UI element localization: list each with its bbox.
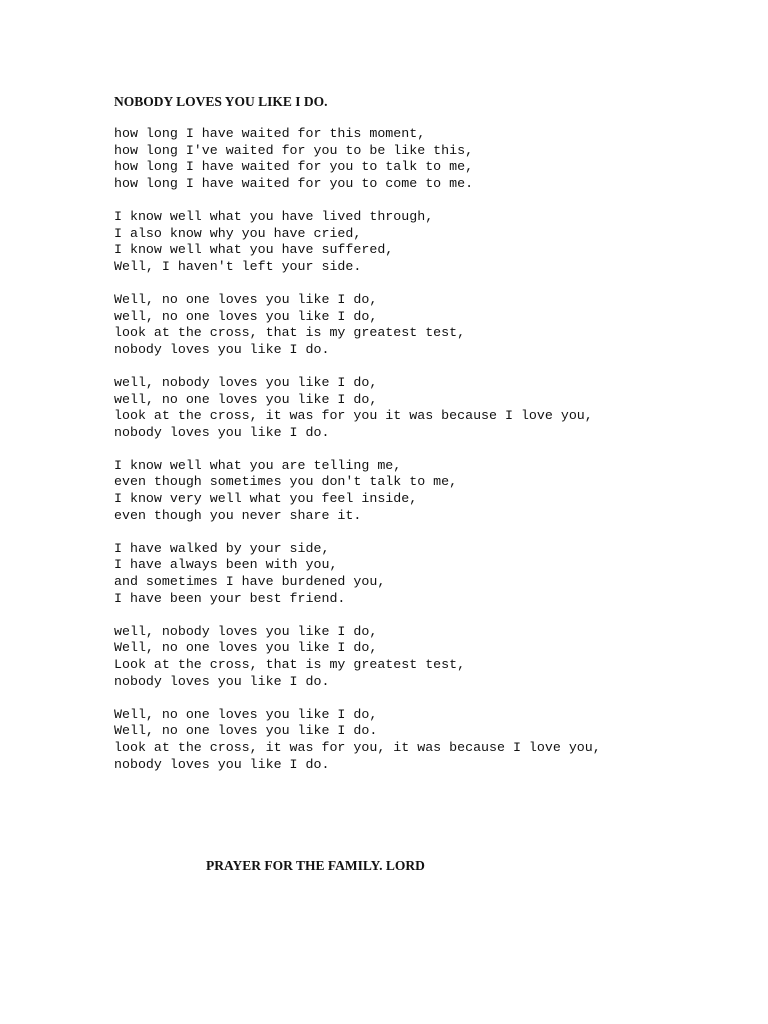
lyric-line: I know well what you have lived through, [114, 208, 434, 224]
lyric-line: I know very well what you feel inside, [114, 491, 418, 507]
lyric-line: well, no one loves you like I do, [114, 308, 378, 324]
lyric-line: nobody loves you like I do. [114, 673, 330, 689]
stanza [114, 209, 754, 275]
lyric-line: Well, no one loves you like I do, [114, 640, 378, 656]
lyric-line: I also know why you have cried, [114, 225, 362, 241]
lyric-line: Well, no one loves you like I do. [114, 723, 378, 739]
lyric-line: Well, no one loves you like I do, [114, 291, 378, 307]
lyric-line: Well, I haven't left your side. [114, 258, 362, 274]
stanza [114, 707, 754, 773]
lyric-line: how long I have waited for this moment, [114, 126, 426, 141]
stanza [114, 458, 754, 524]
lyrics-body [114, 126, 754, 790]
lyric-line: nobody loves you like I do. [114, 341, 330, 357]
lyric-line: I have always been with you, [114, 557, 338, 573]
lyric-line: look at the cross, it was for you, it was because I love you, [114, 739, 601, 755]
stanza [114, 624, 754, 690]
lyric-line: well, no one loves you like I do, [114, 391, 378, 407]
lyric-line: Well, no one loves you like I do, [114, 706, 378, 722]
lyric-line: I know well what you have suffered, [114, 242, 394, 258]
stanza [114, 126, 754, 192]
lyric-line: Look at the cross, that is my greatest test, [114, 657, 466, 672]
stanza [114, 541, 754, 607]
song-title: NOBODY LOVES YOU LIKE I DO. [114, 94, 328, 109]
lyric-line: well, nobody loves you like I do, [114, 623, 378, 639]
lyric-line: even though sometimes you don't talk to me, [114, 474, 458, 490]
lyric-line: look at the cross, it was for you it was because I love you, [114, 408, 593, 424]
lyric-line: how long I've waited for you to be like this, [114, 142, 474, 158]
lyric-line: well, nobody loves you like I do, [114, 374, 378, 390]
lyric-line: I know well what you are telling me, [114, 457, 402, 473]
lyric-line: how long I have waited for you to come to me. [114, 175, 474, 191]
stanza [114, 292, 754, 358]
lyric-line: nobody loves you like I do. [114, 424, 330, 440]
stanza [114, 375, 754, 441]
lyric-line: how long I have waited for you to talk to me, [114, 159, 474, 175]
lyric-line: even though you never share it. [114, 507, 362, 523]
lyric-line: look at the cross, that is my greatest test, [114, 325, 466, 341]
lyric-line: and sometimes I have burdened you, [114, 574, 386, 590]
lyric-line: I have been your best friend. [114, 590, 346, 606]
lyric-line: I have walked by your side, [114, 540, 330, 556]
next-section-title: PRAYER FOR THE FAMILY. LORD [206, 858, 425, 873]
lyric-line: nobody loves you like I do. [114, 756, 330, 772]
